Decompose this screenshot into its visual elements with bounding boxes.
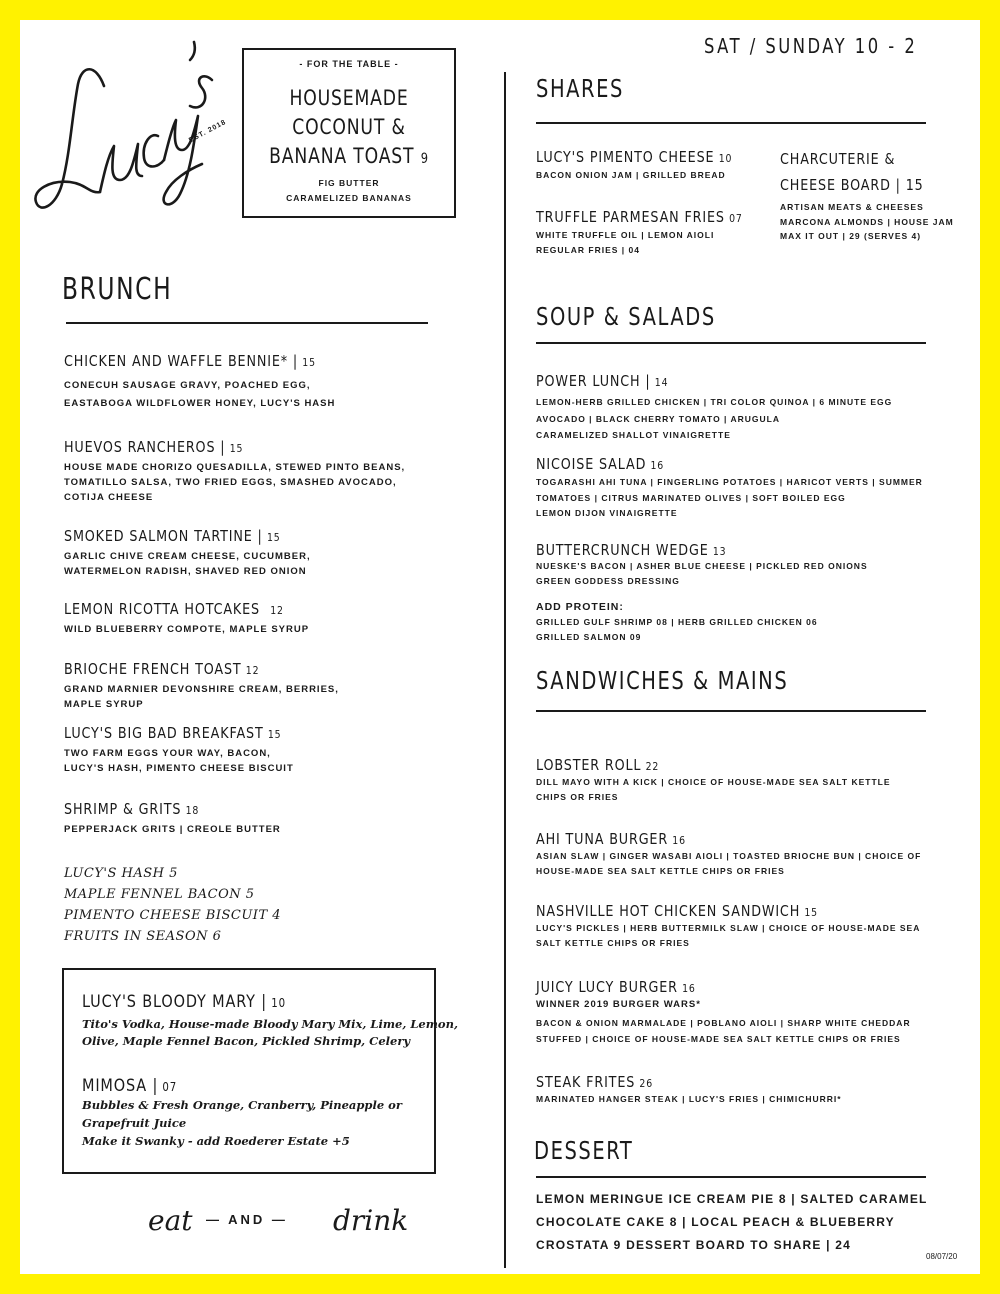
menu-page bbox=[20, 20, 980, 1274]
brunch-item bbox=[64, 527, 319, 579]
brunch-item-desc bbox=[64, 549, 319, 579]
charcuterie-desc bbox=[780, 200, 954, 244]
brunch-item-title bbox=[64, 724, 281, 742]
mains-item-price: 16 bbox=[682, 982, 696, 995]
feature-price: 9 bbox=[420, 151, 429, 167]
mimosa-desc-line: Make it Swanky - add Roederer Estate +5 bbox=[82, 1134, 350, 1148]
soups-item bbox=[536, 541, 868, 588]
brunch-item-desc bbox=[64, 460, 405, 505]
mains-item-desc bbox=[536, 775, 891, 805]
mains-item-desc-line: ASIAN SLAW | GINGER WASABI AIOLI | TOASTED BRIOCHE BUN | CHOICE OF bbox=[536, 851, 922, 861]
mains-item bbox=[536, 830, 921, 879]
brunch-item-name: HUEVOS RANCHEROS | bbox=[64, 438, 226, 456]
brunch-item-desc-line: GARLIC CHIVE CREAM CHEESE, CUCUMBER, bbox=[64, 551, 311, 562]
soups-item-name: BUTTERCRUNCH WEDGE bbox=[536, 541, 709, 559]
bloody-mary-desc-line: Tito's Vodka, House-made Bloody Mary Mix, Lime, Lemon, bbox=[82, 1017, 458, 1031]
charcuterie-title-line: CHEESE BOARD | 15 bbox=[780, 176, 924, 194]
soups-item-desc bbox=[536, 394, 892, 444]
brunch-item bbox=[64, 600, 323, 637]
soups-item-name: NICOISE SALAD bbox=[536, 455, 647, 473]
brunch-item-desc-line: COTIJA CHEESE bbox=[64, 492, 154, 503]
brunch-item-desc-line: EASTABOGA WILDFLOWER HONEY, LUCY'S HASH bbox=[64, 398, 336, 409]
bloody-mary-desc-line: Olive, Maple Fennel Bacon, Pickled Shrimp, Celery bbox=[82, 1034, 411, 1048]
brunch-item bbox=[64, 660, 339, 712]
mains-item-desc-line: SALT KETTLE CHIPS OR FRIES bbox=[536, 938, 690, 948]
soups-item-desc bbox=[536, 559, 868, 588]
charcuterie-desc-line: MAX IT OUT | 29 (SERVES 4) bbox=[780, 231, 922, 241]
brunch-item-name: LUCY'S BIG BAD BREAKFAST bbox=[64, 724, 264, 742]
shares-item-price: 07 bbox=[729, 212, 743, 225]
brunch-item bbox=[64, 352, 360, 413]
brunch-item-price: 18 bbox=[185, 804, 200, 817]
add-protein-line: GRILLED GULF SHRIMP 08 | HERB GRILLED CHICKEN 06 bbox=[536, 617, 818, 627]
mains-item-name: STEAK FRITES bbox=[536, 1073, 636, 1091]
brunch-item-desc-line: PEPPERJACK GRITS | CREOLE BUTTER bbox=[64, 824, 281, 835]
mains-item-desc bbox=[536, 1015, 911, 1047]
soups-item-desc-line: TOMATOES | CITRUS MARINATED OLIVES | SOFT BOILED EGG bbox=[536, 492, 846, 503]
add-protein-label: ADD PROTEIN: bbox=[536, 601, 624, 613]
brunch-item-desc-line: LUCY'S HASH, PIMENTO CHEESE BISCUIT bbox=[64, 763, 294, 774]
eat-script: eat bbox=[148, 1204, 193, 1237]
mains-item-name: JUICY LUCY BURGER bbox=[536, 978, 678, 996]
brunch-item-name: BRIOCHE FRENCH TOAST bbox=[64, 660, 242, 678]
soups-item-price: 13 bbox=[712, 545, 727, 558]
mains-item-price: 22 bbox=[645, 760, 660, 773]
mains-item-title bbox=[536, 1073, 796, 1091]
side-item: MAPLE FENNEL BACON 5 bbox=[64, 887, 255, 902]
mimosa-name: MIMOSA | bbox=[82, 1076, 159, 1096]
mains-item-desc-line: DILL MAYO WITH A KICK | CHOICE OF HOUSE-MADE SEA SALT KETTLE bbox=[536, 777, 891, 787]
mains-rule bbox=[536, 710, 926, 712]
mains-item-desc-line: BACON & ONION MARMALADE | POBLANO AIOLI | SHARP WHITE CHEDDAR bbox=[536, 1018, 911, 1028]
brunch-item-price: 12 bbox=[270, 604, 284, 617]
mimosa-price: 07 bbox=[162, 1080, 178, 1094]
bloody-mary-name: LUCY'S BLOODY MARY | bbox=[82, 992, 268, 1012]
bloody-mary-desc bbox=[82, 1016, 458, 1050]
shares-heading: SHARES bbox=[536, 74, 624, 103]
brunch-item-price: 15 bbox=[266, 531, 281, 544]
brunch-item-title bbox=[64, 438, 354, 456]
side-item: LUCY'S HASH 5 bbox=[64, 866, 178, 881]
brunch-item-desc-line: MAPLE SYRUP bbox=[64, 699, 144, 710]
mains-heading: SANDWICHES & MAINS bbox=[536, 666, 789, 695]
mains-item-name: NASHVILLE HOT CHICKEN SANDWICH bbox=[536, 902, 801, 920]
feature-desc1: FIG BUTTER bbox=[318, 178, 380, 188]
soups-item-title bbox=[536, 541, 818, 559]
shares-rule bbox=[536, 122, 926, 124]
brunch-item-price: 15 bbox=[302, 356, 316, 369]
charcuterie-item bbox=[780, 146, 954, 244]
brunch-item-title bbox=[64, 352, 316, 370]
shares-item-desc-line: REGULAR FRIES | 04 bbox=[536, 245, 640, 255]
mains-item-desc bbox=[536, 1092, 842, 1107]
mains-item bbox=[536, 978, 911, 1047]
soups-item-price: 14 bbox=[654, 376, 669, 389]
mimosa-desc-line: Grapefruit Juice bbox=[82, 1116, 187, 1130]
brunch-item-desc-line: WATERMELON RADISH, SHAVED RED ONION bbox=[64, 566, 307, 577]
soups-item-desc-line: TOGARASHI AHI TUNA | FINGERLING POTATOES | HARICOT VERTS | SUMMER bbox=[536, 477, 923, 487]
brunch-item-desc-line: GRAND MARNIER DEVONSHIRE CREAM, BERRIES, bbox=[64, 684, 339, 695]
soups-item bbox=[536, 455, 923, 522]
soups-item-title bbox=[536, 455, 865, 473]
add-protein-line: GRILLED SALMON 09 bbox=[536, 632, 642, 642]
mains-item-desc-line: HOUSE-MADE SEA SALT KETTLE CHIPS OR FRIES bbox=[536, 866, 785, 876]
brunch-item-title bbox=[64, 800, 248, 818]
shares-item-title bbox=[536, 148, 732, 166]
soups-item-desc-line: LEMON DIJON VINAIGRETTE bbox=[536, 508, 678, 518]
drink-script: drink bbox=[333, 1204, 409, 1237]
feature-kicker: - FOR THE TABLE - bbox=[299, 59, 399, 69]
dessert-heading: DESSERT bbox=[534, 1136, 634, 1165]
brunch-item-price: 12 bbox=[245, 664, 260, 677]
brunch-item-desc bbox=[64, 746, 320, 776]
mains-item-price: 16 bbox=[672, 834, 686, 847]
brunch-item bbox=[64, 438, 405, 505]
mains-item-title bbox=[536, 902, 863, 920]
brunch-item-desc-line: HOUSE MADE CHORIZO QUESADILLA, STEWED PINTO BEANS, bbox=[64, 462, 406, 473]
mimosa-desc-line: Bubbles & Fresh Orange, Cranberry, Pineapple or bbox=[82, 1098, 402, 1112]
soups-item-desc-line: GREEN GODDESS DRESSING bbox=[536, 575, 680, 586]
mains-item-title bbox=[536, 756, 837, 774]
mains-item-price: 26 bbox=[639, 1077, 654, 1090]
brunch-item bbox=[64, 724, 320, 776]
brunch-item-desc-line: CONECUH SAUSAGE GRAVY, POACHED EGG, bbox=[64, 380, 311, 391]
dessert-rule bbox=[536, 1176, 926, 1178]
feature-desc bbox=[244, 176, 454, 206]
dessert-line: CHOCOLATE CAKE 8 | LOCAL PEACH & BLUEBERRY bbox=[536, 1215, 895, 1229]
brunch-item-title bbox=[64, 600, 284, 618]
side-item: PIMENTO CHEESE BISCUIT 4 bbox=[64, 908, 282, 923]
mimosa-desc bbox=[82, 1096, 402, 1150]
brunch-item-title bbox=[64, 660, 298, 678]
soups-item-price: 16 bbox=[650, 459, 665, 472]
brunch-item-price: 15 bbox=[229, 442, 244, 455]
mains-item-name: AHI TUNA BURGER bbox=[536, 830, 669, 848]
bloody-mary-title bbox=[82, 992, 286, 1012]
shares-item-desc-line: WHITE TRUFFLE OIL | LEMON AIOLI bbox=[536, 230, 715, 240]
soups-item-desc-line: LEMON-HERB GRILLED CHICKEN | TRI COLOR QUINOA | 6 MINUTE EGG bbox=[536, 397, 893, 407]
feature-title-line1: HOUSEMADE bbox=[289, 86, 409, 110]
mains-item-desc-line: MARINATED HANGER STEAK | LUCY'S FRIES | CHIMICHURRI* bbox=[536, 1094, 842, 1104]
dessert-list bbox=[536, 1188, 928, 1257]
brunch-item-desc bbox=[64, 377, 360, 413]
eat-and-drink bbox=[148, 1202, 408, 1242]
column-divider bbox=[504, 72, 506, 1268]
brunch-item-desc bbox=[64, 622, 323, 637]
mains-item-desc bbox=[536, 849, 921, 879]
mains-item-name: LOBSTER ROLL bbox=[536, 756, 642, 774]
shares-item-price: 10 bbox=[718, 152, 733, 165]
brunch-item-name: SHRIMP & GRITS bbox=[64, 800, 182, 818]
drinks-box bbox=[62, 968, 458, 1174]
mains-item-desc-line: STUFFED | CHOICE OF HOUSE-MADE SEA SALT KETTLE CHIPS OR FRIES bbox=[536, 1034, 901, 1044]
and-text: — AND — bbox=[206, 1212, 288, 1227]
mains-item-title bbox=[536, 978, 854, 996]
soups-item bbox=[536, 372, 892, 444]
brunch-item-desc-line: TOMATILLO SALSA, TWO FRIED EGGS, SMASHED AVOCADO, bbox=[64, 477, 397, 488]
shares-item-name: TRUFFLE PARMESAN FRIES bbox=[536, 208, 725, 226]
brunch-item bbox=[64, 800, 281, 837]
soups-rule bbox=[536, 342, 926, 344]
charcuterie-desc-line: ARTISAN MEATS & CHEESES bbox=[780, 202, 924, 212]
feature-box bbox=[242, 48, 456, 218]
mains-item-desc bbox=[536, 921, 920, 951]
charcuterie-title bbox=[780, 146, 928, 198]
soups-item-desc-line: CARAMELIZED SHALLOT VINAIGRETTE bbox=[536, 430, 731, 440]
brunch-rule bbox=[66, 322, 428, 324]
mains-item-desc-line: CHIPS OR FRIES bbox=[536, 792, 619, 802]
mains-item-price: 15 bbox=[804, 906, 818, 919]
soups-item-desc bbox=[536, 475, 923, 522]
add-protein-desc bbox=[536, 615, 818, 645]
brunch-item-name: CHICKEN AND WAFFLE BENNIE* | bbox=[64, 352, 299, 370]
hours-text: SAT / SUNDAY 10 - 2 bbox=[704, 34, 918, 58]
logo bbox=[26, 24, 226, 234]
feature-title-line2: COCONUT & bbox=[292, 115, 406, 139]
soups-heading: SOUP & SALADS bbox=[536, 302, 716, 331]
brunch-item-desc bbox=[64, 822, 281, 837]
brunch-item-desc bbox=[64, 682, 339, 712]
add-protein bbox=[536, 601, 818, 645]
mains-item bbox=[536, 756, 891, 805]
brunch-item-name: SMOKED SALMON TARTINE | bbox=[64, 527, 263, 545]
charcuterie-title-line: CHARCUTERIE & bbox=[780, 150, 896, 168]
logo-script-icon bbox=[26, 24, 226, 234]
mains-item-title bbox=[536, 830, 864, 848]
brunch-sides bbox=[64, 863, 281, 947]
soups-item-name: POWER LUNCH | bbox=[536, 372, 651, 390]
shares-item bbox=[536, 208, 779, 258]
shares-item-title bbox=[536, 208, 743, 226]
shares-item-name: LUCY'S PIMENTO CHEESE bbox=[536, 148, 715, 166]
bloody-mary-price: 10 bbox=[271, 996, 286, 1010]
mimosa-title bbox=[82, 1076, 177, 1096]
brunch-item-name: LEMON RICOTTA HOTCAKES bbox=[64, 600, 260, 618]
soups-item-title bbox=[536, 372, 839, 390]
brunch-item-title bbox=[64, 527, 281, 545]
dessert-line: LEMON MERINGUE ICE CREAM PIE 8 | SALTED CARAMEL bbox=[536, 1192, 928, 1206]
side-item: FRUITS IN SEASON 6 bbox=[64, 929, 222, 944]
logo-est-text: EST. 2018 bbox=[187, 118, 228, 145]
charcuterie-desc-line: MARCONA ALMONDS | HOUSE JAM bbox=[780, 216, 954, 227]
brunch-heading: BRUNCH bbox=[62, 272, 173, 307]
mains-item bbox=[536, 902, 920, 951]
brunch-item-desc-line: TWO FARM EGGS YOUR WAY, BACON, bbox=[64, 748, 271, 759]
shares-item bbox=[536, 148, 767, 183]
shares-item-desc bbox=[536, 228, 779, 258]
feature-title-line3: BANANA TOAST bbox=[269, 144, 415, 168]
mains-item-note: WINNER 2019 BURGER WARS* bbox=[536, 999, 701, 1010]
feature-title bbox=[244, 84, 454, 174]
mains-item-desc-line: LUCY'S PICKLES | HERB BUTTERMILK SLAW | CHOICE OF HOUSE-MADE SEA bbox=[536, 923, 921, 933]
menu-date: 08/07/20 bbox=[926, 1252, 958, 1261]
soups-item-desc-line: NUESKE'S BACON | ASHER BLUE CHEESE | PICKLED RED ONIONS bbox=[536, 561, 868, 571]
brunch-item-price: 15 bbox=[267, 728, 282, 741]
shares-item-desc: BACON ONION JAM | GRILLED BREAD bbox=[536, 170, 726, 180]
feature-desc2: CARAMELIZED BANANAS bbox=[286, 193, 412, 203]
dessert-line: CROSTATA 9 DESSERT BOARD TO SHARE | 24 bbox=[536, 1238, 851, 1252]
soups-item-desc-line: AVOCADO | BLACK CHERRY TOMATO | ARUGULA bbox=[536, 413, 780, 424]
brunch-item-desc-line: WILD BLUEBERRY COMPOTE, MAPLE SYRUP bbox=[64, 624, 310, 635]
mains-item bbox=[536, 1073, 842, 1107]
